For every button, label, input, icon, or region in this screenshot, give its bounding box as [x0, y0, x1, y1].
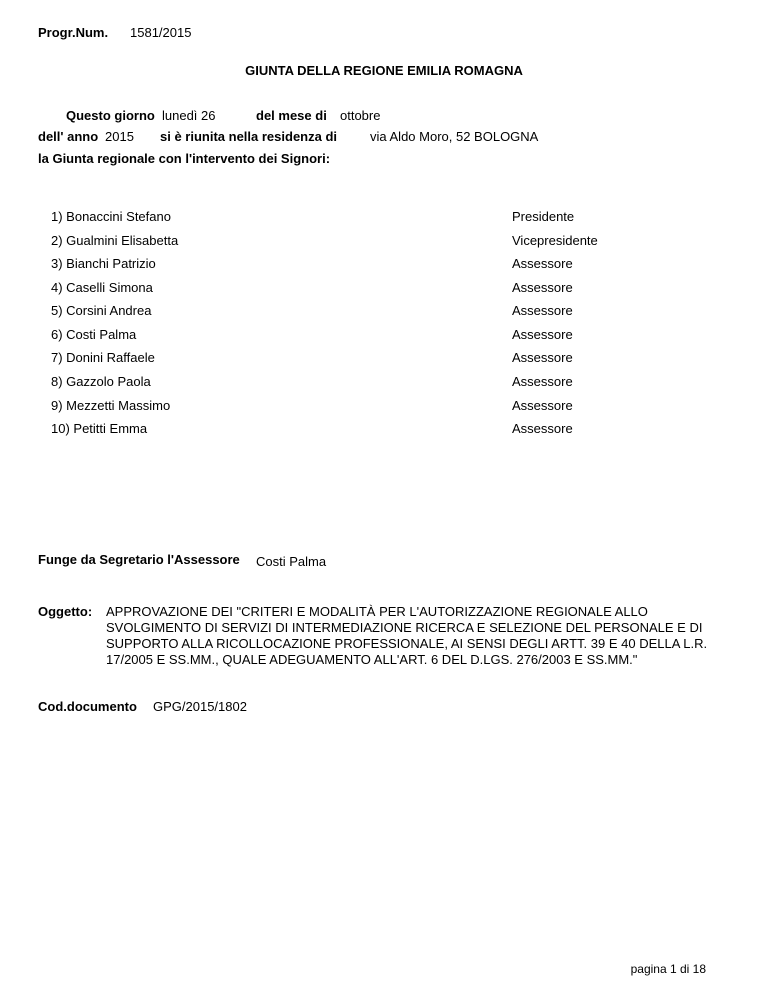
cod-documento-label: Cod.documento [38, 699, 137, 714]
member-role: Vicepresidente [512, 233, 598, 248]
anno-value: 2015 [105, 129, 134, 144]
member-row [0, 303, 768, 323]
member-row [0, 350, 768, 370]
member-role: Assessore [512, 398, 573, 413]
member-role: Assessore [512, 421, 573, 436]
member-role: Assessore [512, 303, 573, 318]
member-row [0, 209, 768, 229]
oggetto-text: APPROVAZIONE DEI "CRITERI E MODALITÀ PER L'AUTORIZZAZIONE REGIONALE ALLO SVOLGIMENTO DI SERVIZI DI INTERMEDIAZIONE RICERCA E SELEZIONE DEL PERSONALE E DI SUPPORTO ALLA RICOLLOCAZIONE PROFESSIONALE, AI SENSI DEGLI ARTT. 39 E 40 DELLA L.R. 17/2005 E SS.MM., QUALE ADEGUAMENTO ALL'ART. 6 DEL D.LGS. 276/2003 E SS.MM." [106, 604, 708, 667]
member-role: Assessore [512, 280, 573, 295]
member-name: 9) Mezzetti Massimo [51, 398, 171, 413]
member-name: 8) Gazzolo Paola [51, 374, 151, 389]
member-name: 2) Gualmini Elisabetta [51, 233, 179, 248]
member-role: Assessore [512, 327, 573, 342]
member-name: 1) Bonaccini Stefano [51, 209, 171, 224]
giorno-value: lunedì 26 [162, 108, 216, 123]
member-row [0, 233, 768, 253]
member-name: 3) Bianchi Patrizio [51, 256, 156, 271]
oggetto-label: Oggetto: [38, 604, 93, 619]
member-name: 5) Corsini Andrea [51, 303, 152, 318]
cod-documento-value: GPG/2015/1802 [153, 699, 247, 714]
member-role: Assessore [512, 256, 573, 271]
member-role: Assessore [512, 350, 573, 365]
member-name: 7) Donini Raffaele [51, 350, 155, 365]
member-row [0, 256, 768, 276]
segretario-value: Costi Palma [256, 554, 327, 569]
progr-num-value: 1581/2015 [130, 25, 192, 40]
residenza-label: si è riunita nella residenza di [160, 129, 338, 144]
residenza-value: via Aldo Moro, 52 BOLOGNA [370, 129, 539, 144]
member-row [0, 398, 768, 418]
giorno-label: Questo giorno [66, 108, 155, 123]
member-name: 4) Caselli Simona [51, 280, 153, 295]
member-name: 6) Costi Palma [51, 327, 137, 342]
member-row [0, 327, 768, 347]
mese-label: del mese di [256, 108, 327, 123]
anno-label: dell' anno [38, 129, 99, 144]
progr-num-label: Progr.Num. [38, 25, 109, 40]
intervento-label: la Giunta regionale con l'intervento dei Signori: [38, 151, 331, 166]
segretario-label: Funge da Segretario l'Assessore [38, 552, 240, 567]
member-name: 10) Petitti Emma [51, 421, 148, 436]
page-number: pagina 1 di 18 [630, 962, 706, 976]
document-title: GIUNTA DELLA REGIONE EMILIA ROMAGNA [245, 63, 523, 78]
member-role: Presidente [512, 209, 575, 224]
member-row [0, 421, 768, 441]
member-row [0, 280, 768, 300]
mese-value: ottobre [340, 108, 381, 123]
member-role: Assessore [512, 374, 573, 389]
member-row [0, 374, 768, 394]
